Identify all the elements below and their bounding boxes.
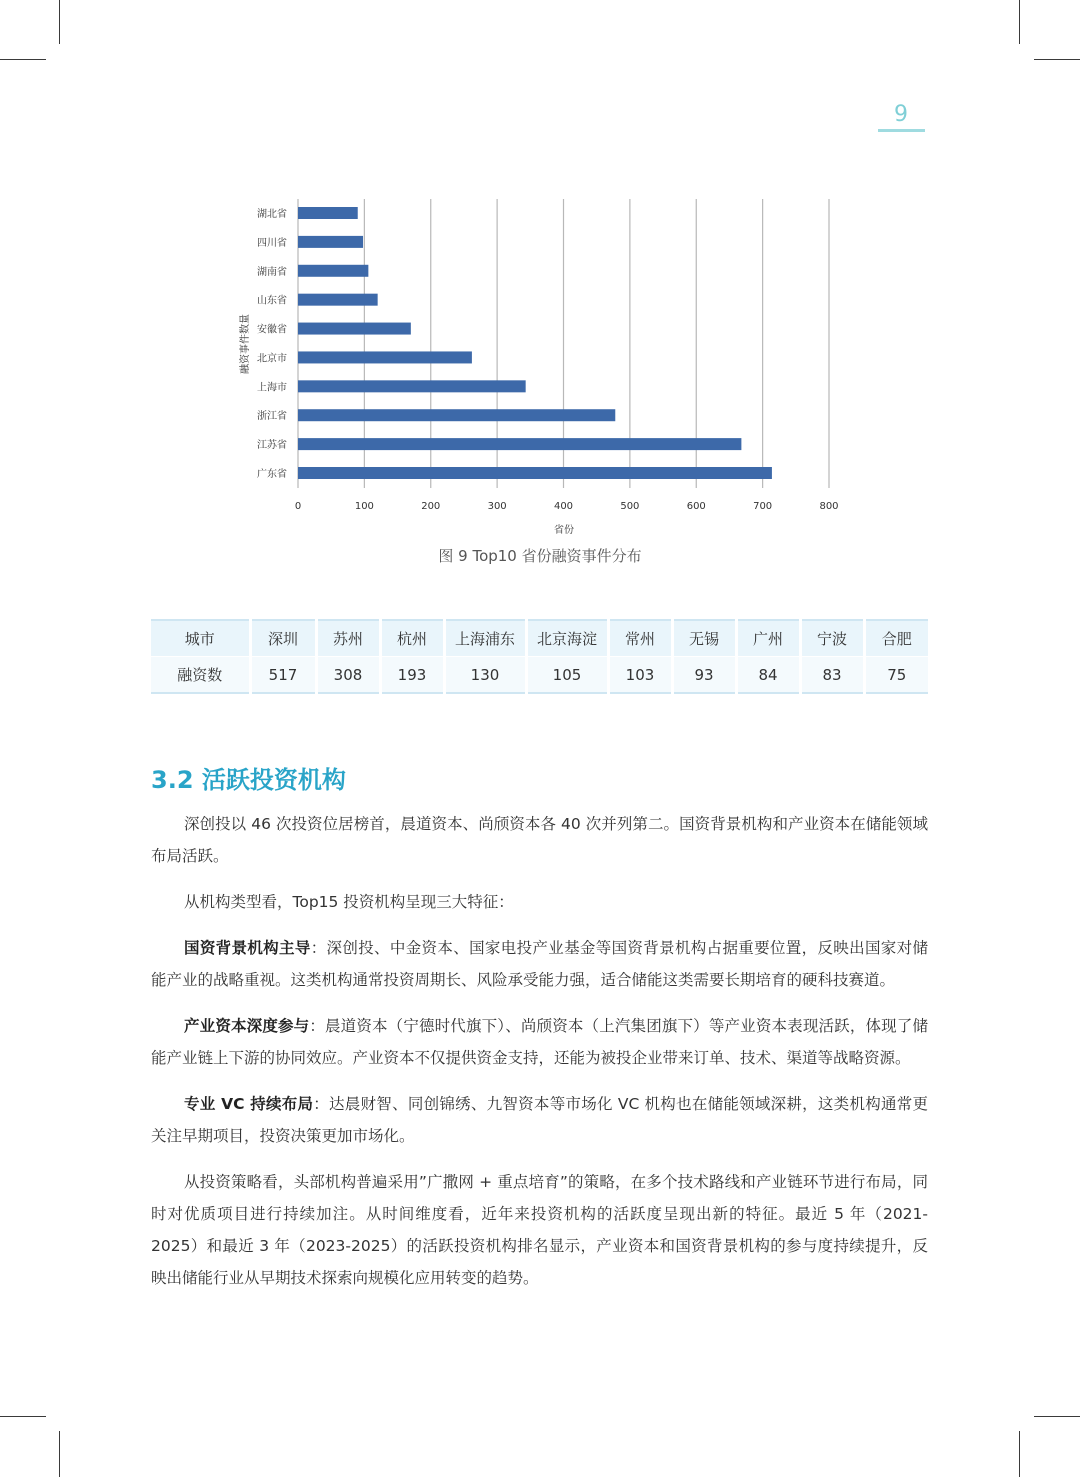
- bar: [298, 438, 741, 450]
- bar: [298, 323, 411, 335]
- table-cell: 城市: [151, 620, 250, 657]
- crop-mark: [59, 1431, 60, 1477]
- table-cell: 517: [250, 657, 316, 694]
- bar: [298, 294, 378, 306]
- y-tick-label: 安徽省: [257, 324, 287, 336]
- table-cell: 105: [526, 657, 608, 694]
- x-tick-label: 600: [686, 501, 706, 512]
- paragraph-text: ：达晨财智、同创锦绣、九智资本等市场化 VC 机构也在储能领域深耕，这类机构通常更关注早期项目，投资决策更加市场化。: [151, 1095, 928, 1145]
- paragraph-text: 从机构类型看，Top15 投资机构呈现三大特征：: [184, 893, 514, 911]
- table-cell: 融资数: [151, 657, 250, 694]
- table-cell: 广州: [736, 620, 800, 657]
- paragraph-industrial-capital: [151, 1010, 928, 1074]
- table-cell: 杭州: [380, 620, 444, 657]
- bar: [298, 236, 363, 248]
- x-tick-label: 300: [487, 501, 507, 512]
- bar: [298, 380, 526, 392]
- x-tick-label: 100: [354, 501, 374, 512]
- table-cell: 83: [800, 657, 864, 694]
- table-cell: 苏州: [316, 620, 380, 657]
- x-tick-label: 500: [620, 501, 640, 512]
- y-tick-label: 四川省: [257, 237, 287, 249]
- paragraph-state-capital: [151, 932, 928, 996]
- table-cell: 无锡: [672, 620, 736, 657]
- paragraph-text: ：晨道资本（宁德时代旗下）、尚颀资本（上汽集团旗下）等产业资本表现活跃，体现了储能产业链上下游的协同效应。产业资本不仅提供资金支持，还能为被投企业带来订单、技术、渠道等战略资源。: [151, 1017, 928, 1067]
- table-cell: 75: [864, 657, 928, 694]
- paragraph-vc: [151, 1088, 928, 1152]
- table-cell: 308: [316, 657, 380, 694]
- city-financing-table: [151, 619, 928, 694]
- paragraph-features-lead: [151, 886, 928, 918]
- bar: [298, 265, 368, 277]
- table-cell: 深圳: [250, 620, 316, 657]
- table-cell: 宁波: [800, 620, 864, 657]
- x-tick-label: 700: [753, 501, 773, 512]
- page-number: 9: [894, 102, 908, 127]
- y-tick-label: 上海市: [257, 382, 287, 394]
- table-row: [151, 657, 928, 694]
- y-tick-label: 湖北省: [257, 209, 287, 220]
- table-cell: 103: [608, 657, 672, 694]
- y-tick-label: 湖南省: [257, 266, 287, 278]
- table-cell: 193: [380, 657, 444, 694]
- paragraph-strategy: [151, 1166, 928, 1294]
- table-cell: 合肥: [864, 620, 928, 657]
- table-cell: 常州: [608, 620, 672, 657]
- table-cell: 上海浦东: [444, 620, 526, 657]
- table-cell: 93: [672, 657, 736, 694]
- section-heading: 3.2 活跃投资机构: [151, 766, 346, 794]
- paragraph-text: ：深创投、中金资本、国家电投产业基金等国资背景机构占据重要位置，反映出国家对储能产业的战略重视。这类机构通常投资周期长、风险承受能力强，适合储能这类需要长期培育的硬科技赛道。: [151, 939, 928, 989]
- paragraph-bold-lead: 产业资本深度参与: [184, 1017, 310, 1035]
- table-cell: 北京海淀: [526, 620, 608, 657]
- bar: [298, 467, 772, 479]
- bar: [298, 409, 615, 421]
- bar: [298, 351, 472, 363]
- paragraph-bold-lead: 国资背景机构主导: [184, 939, 311, 957]
- x-tick-label: 0: [294, 501, 302, 512]
- table-cell: 84: [736, 657, 800, 694]
- bar-chart: [0, 0, 1080, 560]
- figure-caption: 图 9 Top10 省份融资事件分布: [438, 547, 642, 565]
- x-axis-label: 省份: [554, 525, 574, 536]
- y-tick-label: 江苏省: [257, 440, 287, 452]
- y-axis-label: 融资事件数量: [240, 314, 251, 374]
- y-tick-label: 北京市: [257, 353, 287, 365]
- y-tick-label: 广东省: [257, 469, 287, 480]
- paragraph-bold-lead: 专业 VC 持续布局: [184, 1095, 314, 1113]
- crop-mark: [0, 1416, 46, 1417]
- x-tick-label: 200: [421, 501, 441, 512]
- x-tick-label: 800: [819, 501, 839, 512]
- bar: [298, 207, 358, 219]
- table-cell: 130: [444, 657, 526, 694]
- crop-mark: [1034, 1416, 1080, 1417]
- y-tick-label: 山东省: [257, 295, 287, 307]
- paragraph-text: 从投资策略看，头部机构普遍采用”广撒网 + 重点培育”的策略，在多个技术路线和产业链环节进行布局，同时对优质项目进行持续加注。从时间维度看，近年来投资机构的活跃度呈现出新的特征。最近 5 年（2021-2025）和最近 3 年（2023-2025）的活跃投资机构排名显示，产业资本和国资背景机构的参与度持续提升，反映出储能行业从早期技术探索向规模化应用转变的趋势。: [151, 1173, 928, 1287]
- paragraph-intro: [151, 808, 928, 872]
- crop-mark: [1019, 1431, 1020, 1477]
- table-header-row: [151, 620, 928, 657]
- y-tick-label: 浙江省: [257, 411, 287, 423]
- paragraph-text: 深创投以 46 次投资位居榜首，晨道资本、尚颀资本各 40 次并列第二。国资背景机构和产业资本在储能领域布局活跃。: [151, 815, 928, 865]
- x-tick-label: 400: [553, 501, 574, 512]
